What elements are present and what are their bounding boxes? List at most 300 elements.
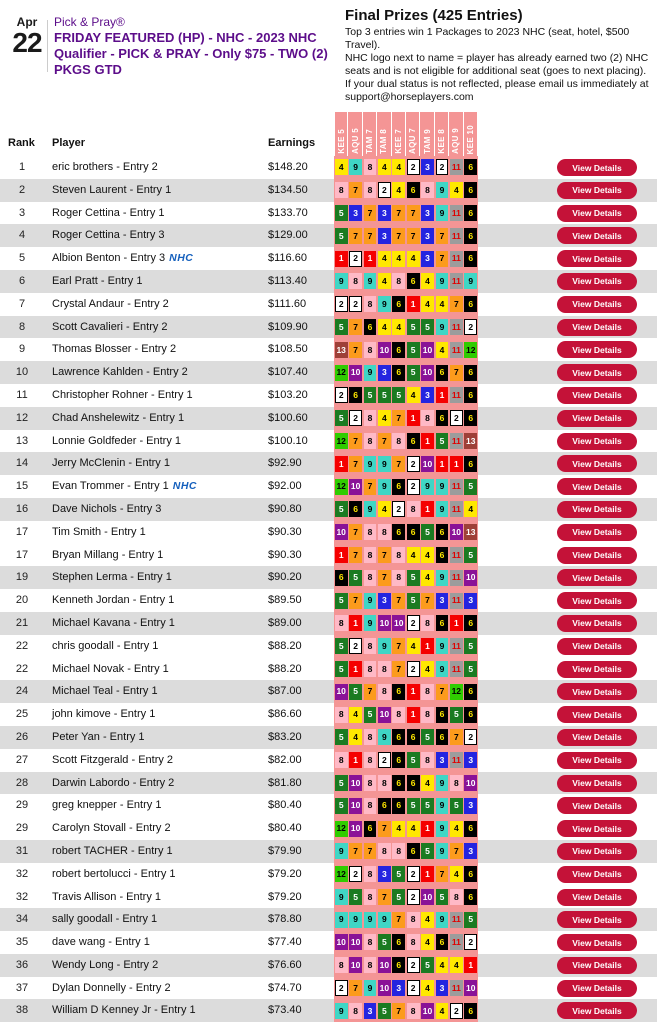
pick-slot xyxy=(420,498,434,521)
pick-slot xyxy=(363,772,377,795)
pick-cell: 11 xyxy=(450,159,463,175)
rank-cell: 2 xyxy=(18,183,26,196)
pick-slot xyxy=(449,886,463,909)
pick-cell: 4 xyxy=(450,957,463,973)
pick-slot xyxy=(420,475,434,498)
pick-cell: 2 xyxy=(450,410,463,426)
pick-slot xyxy=(334,452,348,475)
pick-slot xyxy=(464,407,478,430)
leaderboard-body xyxy=(0,156,657,1022)
pick-cell: 6 xyxy=(464,684,477,700)
pick-cell: 6 xyxy=(407,843,420,859)
pick-cell: 7 xyxy=(349,456,362,472)
pick-cell: 8 xyxy=(378,684,391,700)
pick-cell: 6 xyxy=(392,296,405,312)
pick-slot xyxy=(348,407,362,430)
view-details-button[interactable]: View Details xyxy=(557,889,637,906)
pick-slot xyxy=(449,361,463,384)
pick-slot xyxy=(334,954,348,977)
pick-cell: 10 xyxy=(464,775,477,791)
pick-cell: 5 xyxy=(421,798,434,814)
pick-cell: 8 xyxy=(407,934,420,950)
pick-cell: 5 xyxy=(421,957,434,973)
view-details-button[interactable]: View Details xyxy=(557,752,637,769)
pick-slot xyxy=(348,954,362,977)
pick-slot xyxy=(392,658,406,681)
pick-slot xyxy=(406,544,420,567)
view-details-button[interactable]: View Details xyxy=(557,205,637,222)
pick-slot xyxy=(377,703,391,726)
pick-slot xyxy=(420,954,434,977)
pick-cell: 7 xyxy=(436,251,449,267)
pick-cell: 8 xyxy=(364,957,377,973)
rank-cell: 22 xyxy=(15,639,29,652)
player-name: chris goodall - Entry 1 xyxy=(52,639,159,652)
view-details-button[interactable]: View Details xyxy=(557,227,637,244)
table-row xyxy=(0,886,657,909)
view-details-button[interactable]: View Details xyxy=(557,843,637,860)
pick-slot xyxy=(377,977,391,1000)
pick-slot xyxy=(392,544,406,567)
pick-cell: 9 xyxy=(364,912,377,928)
pick-slot xyxy=(377,908,391,931)
rank-cell: 32 xyxy=(15,867,29,880)
pick-slot xyxy=(392,817,406,840)
pick-slot xyxy=(406,293,420,316)
view-details-button[interactable]: View Details xyxy=(557,775,637,792)
pick-cell: 2 xyxy=(335,387,348,403)
pick-slot xyxy=(435,338,449,361)
pick-slot xyxy=(420,840,434,863)
pick-cell: 3 xyxy=(464,752,477,768)
pick-cell: 7 xyxy=(364,205,377,221)
table-row xyxy=(0,566,657,589)
pick-cell: 6 xyxy=(436,934,449,950)
pick-cell: 9 xyxy=(421,479,434,495)
pick-slot xyxy=(449,931,463,954)
view-details-button[interactable]: View Details xyxy=(557,455,637,472)
pick-cell: 5 xyxy=(392,866,405,882)
pick-slot xyxy=(435,794,449,817)
pick-slot xyxy=(363,680,377,703)
pick-cell: 4 xyxy=(392,319,405,335)
player-name: Carolyn Stovall - Entry 2 xyxy=(52,822,171,835)
pick-slot xyxy=(334,521,348,544)
view-details-button[interactable]: View Details xyxy=(557,250,637,267)
pick-cell: 2 xyxy=(450,1003,463,1019)
pick-cell: 9 xyxy=(436,775,449,791)
player-name: William D Kenney Jr - Entry 1 xyxy=(52,1004,196,1017)
view-details-button[interactable]: View Details xyxy=(557,478,637,495)
player-name: Jerry McClenin - Entry 1 xyxy=(52,457,170,470)
final-prizes-line-3: If your dual status is not reflected, please email us immediately at support@horseplayers.com xyxy=(345,78,649,103)
table-row xyxy=(0,293,657,316)
rank-cell: 32 xyxy=(15,890,29,903)
pick-cell: 4 xyxy=(436,1003,449,1019)
pick-slot xyxy=(420,179,434,202)
pick-cell: 1 xyxy=(450,615,463,631)
pick-slot xyxy=(435,863,449,886)
pick-cell: 5 xyxy=(464,661,477,677)
view-details-button[interactable]: View Details xyxy=(557,410,637,427)
pick-slot xyxy=(377,338,391,361)
pick-cell: 6 xyxy=(464,205,477,221)
pick-slot xyxy=(392,908,406,931)
pick-cell: 6 xyxy=(464,866,477,882)
pick-cell: 10 xyxy=(421,1003,434,1019)
pick-cell: 6 xyxy=(392,775,405,791)
pick-slot xyxy=(392,772,406,795)
view-details-button[interactable]: View Details xyxy=(557,729,637,746)
pick-slot xyxy=(449,703,463,726)
view-details-button[interactable]: View Details xyxy=(557,706,637,723)
pick-slot xyxy=(348,772,362,795)
race-column-label: KEE 5 xyxy=(336,129,346,154)
picks-strip xyxy=(334,475,478,498)
pick-slot xyxy=(363,612,377,635)
pick-slot xyxy=(435,999,449,1022)
pick-cell: 10 xyxy=(421,456,434,472)
rank-cell: 6 xyxy=(18,274,26,287)
view-details-button[interactable]: View Details xyxy=(557,1002,637,1019)
pick-cell: 6 xyxy=(335,570,348,586)
pick-cell: 2 xyxy=(335,980,348,996)
pick-slot xyxy=(464,179,478,202)
pick-cell: 1 xyxy=(349,661,362,677)
pick-slot xyxy=(363,224,377,247)
view-details-button[interactable]: View Details xyxy=(557,296,637,313)
pick-cell: 4 xyxy=(436,296,449,312)
pick-cell: 4 xyxy=(392,159,405,175)
pick-slot xyxy=(449,338,463,361)
pick-slot xyxy=(449,293,463,316)
pick-slot xyxy=(348,886,362,909)
pick-cell: 5 xyxy=(421,524,434,540)
pick-slot xyxy=(420,886,434,909)
pick-slot xyxy=(348,544,362,567)
pick-slot xyxy=(363,384,377,407)
rank-cell: 4 xyxy=(18,229,26,242)
pick-slot xyxy=(377,361,391,384)
pick-cell: 1 xyxy=(335,251,348,267)
pick-cell: 2 xyxy=(349,638,362,654)
race-column-label: TAM 9 xyxy=(422,129,432,154)
pick-slot xyxy=(406,794,420,817)
earnings-value: $103.20 xyxy=(268,388,308,401)
picks-strip xyxy=(334,635,478,658)
pick-cell: 7 xyxy=(349,843,362,859)
rank-cell: 11 xyxy=(16,388,28,401)
pick-cell: 2 xyxy=(349,410,362,426)
table-row xyxy=(0,772,657,795)
pick-slot xyxy=(363,863,377,886)
pick-slot xyxy=(449,589,463,612)
pick-cell: 1 xyxy=(421,821,434,837)
picks-strip xyxy=(334,407,478,430)
pick-slot xyxy=(420,544,434,567)
pick-slot xyxy=(334,726,348,749)
player-name: Michael Novak - Entry 1 xyxy=(52,662,169,675)
pick-cell: 9 xyxy=(436,319,449,335)
pick-cell: 11 xyxy=(450,570,463,586)
pick-cell: 6 xyxy=(392,934,405,950)
pick-slot xyxy=(334,749,348,772)
pick-slot xyxy=(406,407,420,430)
pick-slot xyxy=(464,977,478,1000)
pick-cell: 11 xyxy=(450,752,463,768)
pick-slot xyxy=(334,772,348,795)
pick-slot xyxy=(363,247,377,270)
picks-strip xyxy=(334,658,478,681)
earnings-value: $148.20 xyxy=(268,161,308,173)
pick-cell: 2 xyxy=(407,456,420,472)
pick-cell: 9 xyxy=(436,570,449,586)
pick-slot xyxy=(449,794,463,817)
pick-cell: 8 xyxy=(364,934,377,950)
pick-cell: 5 xyxy=(335,593,348,609)
picks-strip xyxy=(334,156,478,179)
pick-slot xyxy=(348,908,362,931)
pick-cell: 1 xyxy=(349,752,362,768)
pick-slot xyxy=(334,680,348,703)
pick-cell: 2 xyxy=(407,889,420,905)
pick-slot xyxy=(334,931,348,954)
view-details-button[interactable]: View Details xyxy=(557,547,637,564)
pick-slot xyxy=(334,430,348,453)
pick-slot xyxy=(392,863,406,886)
pick-cell: 9 xyxy=(436,821,449,837)
pick-slot xyxy=(435,977,449,1000)
view-details-button[interactable]: View Details xyxy=(557,638,637,655)
rank-cell: 29 xyxy=(15,799,29,812)
rank-cell: 22 xyxy=(15,662,29,675)
pick-cell: 8 xyxy=(421,684,434,700)
pick-cell: 7 xyxy=(378,821,391,837)
pick-slot xyxy=(348,179,362,202)
pick-slot xyxy=(464,703,478,726)
pick-slot xyxy=(348,794,362,817)
pick-cell: 7 xyxy=(364,843,377,859)
pick-cell: 6 xyxy=(464,889,477,905)
pick-slot xyxy=(392,156,406,179)
table-header xyxy=(0,130,657,156)
rank-cell: 36 xyxy=(15,958,29,971)
pick-cell: 10 xyxy=(421,889,434,905)
pick-slot xyxy=(420,452,434,475)
view-details-button[interactable]: View Details xyxy=(557,433,637,450)
pick-slot xyxy=(334,635,348,658)
view-details-button[interactable]: View Details xyxy=(557,569,637,586)
earnings-value: $100.10 xyxy=(268,434,308,447)
pick-cell: 6 xyxy=(407,775,420,791)
view-details-button[interactable]: View Details xyxy=(557,820,637,837)
pick-cell: 9 xyxy=(436,501,449,517)
picks-strip xyxy=(334,566,478,589)
view-details-button[interactable]: View Details xyxy=(557,592,637,609)
pick-cell: 8 xyxy=(335,707,348,723)
pick-slot xyxy=(392,475,406,498)
pick-cell: 8 xyxy=(421,615,434,631)
pick-cell: 5 xyxy=(407,752,420,768)
view-details-button[interactable]: View Details xyxy=(557,273,637,290)
pick-slot xyxy=(406,908,420,931)
view-details-button[interactable]: View Details xyxy=(557,797,637,814)
rank-cell: 24 xyxy=(15,685,29,698)
pick-slot xyxy=(449,407,463,430)
pick-slot xyxy=(334,384,348,407)
pick-slot xyxy=(406,430,420,453)
view-details-button[interactable]: View Details xyxy=(557,182,637,199)
pick-slot xyxy=(464,521,478,544)
pick-slot xyxy=(392,407,406,430)
contest-date xyxy=(8,16,46,57)
pick-cell: 6 xyxy=(392,729,405,745)
view-details-button[interactable]: View Details xyxy=(557,387,637,404)
pick-cell: 4 xyxy=(421,547,434,563)
pick-slot xyxy=(392,202,406,225)
pick-slot xyxy=(449,452,463,475)
picks-strip xyxy=(334,361,478,384)
player-name: Michael Kavana - Entry 1 xyxy=(52,616,175,629)
earnings-value: $113.40 xyxy=(268,274,307,287)
rank-cell: 5 xyxy=(18,252,26,265)
pick-cell: 12 xyxy=(335,866,348,882)
pick-slot xyxy=(392,566,406,589)
pick-cell: 11 xyxy=(450,638,463,654)
pick-cell: 6 xyxy=(464,615,477,631)
view-details-button[interactable]: View Details xyxy=(557,159,637,176)
pick-slot xyxy=(363,521,377,544)
race-column-label: KEE 7 xyxy=(393,129,403,154)
view-details-button[interactable]: View Details xyxy=(557,866,637,883)
pick-slot xyxy=(348,293,362,316)
pick-slot xyxy=(464,156,478,179)
view-details-button[interactable]: View Details xyxy=(557,980,637,997)
table-row xyxy=(0,544,657,567)
table-row xyxy=(0,156,657,179)
pick-cell: 4 xyxy=(407,638,420,654)
picks-strip xyxy=(334,840,478,863)
player-name: greg knepper - Entry 1 xyxy=(52,799,162,812)
pick-cell: 6 xyxy=(407,182,420,198)
pick-slot xyxy=(348,840,362,863)
pick-slot xyxy=(334,316,348,339)
view-details-button[interactable]: View Details xyxy=(557,319,637,336)
pick-slot xyxy=(348,361,362,384)
player-column-header: Player xyxy=(52,137,86,149)
view-details-button[interactable]: View Details xyxy=(557,341,637,358)
pick-slot xyxy=(377,475,391,498)
view-details-button[interactable]: View Details xyxy=(557,364,637,381)
pick-cell: 11 xyxy=(450,228,463,244)
contest-title-block xyxy=(54,15,346,78)
pick-cell: 3 xyxy=(464,843,477,859)
pick-slot xyxy=(392,430,406,453)
table-row xyxy=(0,817,657,840)
pick-slot xyxy=(435,635,449,658)
pick-slot xyxy=(377,498,391,521)
pick-cell: 3 xyxy=(464,593,477,609)
pick-cell: 5 xyxy=(335,729,348,745)
view-details-button[interactable]: View Details xyxy=(557,661,637,678)
pick-slot xyxy=(420,589,434,612)
view-details-button[interactable]: View Details xyxy=(557,524,637,541)
pick-cell: 3 xyxy=(378,365,391,381)
pick-cell: 5 xyxy=(349,570,362,586)
pick-cell: 5 xyxy=(335,775,348,791)
pick-slot xyxy=(348,202,362,225)
pick-cell: 9 xyxy=(378,479,391,495)
pick-slot xyxy=(334,658,348,681)
pick-cell: 1 xyxy=(421,638,434,654)
pick-slot xyxy=(348,977,362,1000)
pick-cell: 9 xyxy=(378,296,391,312)
pick-cell: 6 xyxy=(436,365,449,381)
pick-cell: 6 xyxy=(436,524,449,540)
pick-slot xyxy=(363,817,377,840)
pick-slot xyxy=(449,224,463,247)
pick-slot xyxy=(435,475,449,498)
race-column-label: KEE 8 xyxy=(436,129,446,154)
player-name: robert bertolucci - Entry 1 xyxy=(52,867,176,880)
pick-cell: 6 xyxy=(464,456,477,472)
pick-cell: 5 xyxy=(349,889,362,905)
view-details-button[interactable]: View Details xyxy=(557,957,637,974)
pick-cell: 2 xyxy=(407,980,420,996)
player-name: john kimove - Entry 1 xyxy=(52,708,156,721)
view-details-button[interactable]: View Details xyxy=(557,683,637,700)
view-details-button[interactable]: View Details xyxy=(557,911,637,928)
pick-cell: 8 xyxy=(364,182,377,198)
pick-slot xyxy=(464,544,478,567)
player-name: Stephen Lerma - Entry 1 xyxy=(52,571,172,584)
player-name: Scott Fitzgerald - Entry 2 xyxy=(52,753,174,766)
pick-cell: 7 xyxy=(407,205,420,221)
table-row xyxy=(0,338,657,361)
pick-cell: 8 xyxy=(364,159,377,175)
pick-cell: 9 xyxy=(364,593,377,609)
pick-cell: 8 xyxy=(335,957,348,973)
pick-cell: 5 xyxy=(421,843,434,859)
pick-cell: 6 xyxy=(392,684,405,700)
pick-cell: 7 xyxy=(436,684,449,700)
pick-cell: 7 xyxy=(392,1003,405,1019)
pick-slot xyxy=(348,521,362,544)
pick-slot xyxy=(420,224,434,247)
pick-slot xyxy=(435,384,449,407)
pick-slot xyxy=(406,384,420,407)
pick-cell: 6 xyxy=(407,433,420,449)
earnings-value: $79.20 xyxy=(268,890,302,903)
pick-slot xyxy=(392,794,406,817)
pick-cell: 1 xyxy=(407,296,420,312)
earnings-value: $80.40 xyxy=(268,799,302,812)
pick-cell: 4 xyxy=(436,342,449,358)
pick-slot xyxy=(377,886,391,909)
rank-cell: 15 xyxy=(15,480,29,493)
pick-slot xyxy=(464,863,478,886)
pick-cell: 9 xyxy=(378,729,391,745)
pick-slot xyxy=(363,361,377,384)
view-details-button[interactable]: View Details xyxy=(557,934,637,951)
table-row xyxy=(0,863,657,886)
view-details-button[interactable]: View Details xyxy=(557,615,637,632)
pick-slot xyxy=(406,316,420,339)
view-details-button[interactable]: View Details xyxy=(557,501,637,518)
pick-cell: 8 xyxy=(421,410,434,426)
pick-slot xyxy=(392,680,406,703)
pick-cell: 2 xyxy=(407,615,420,631)
